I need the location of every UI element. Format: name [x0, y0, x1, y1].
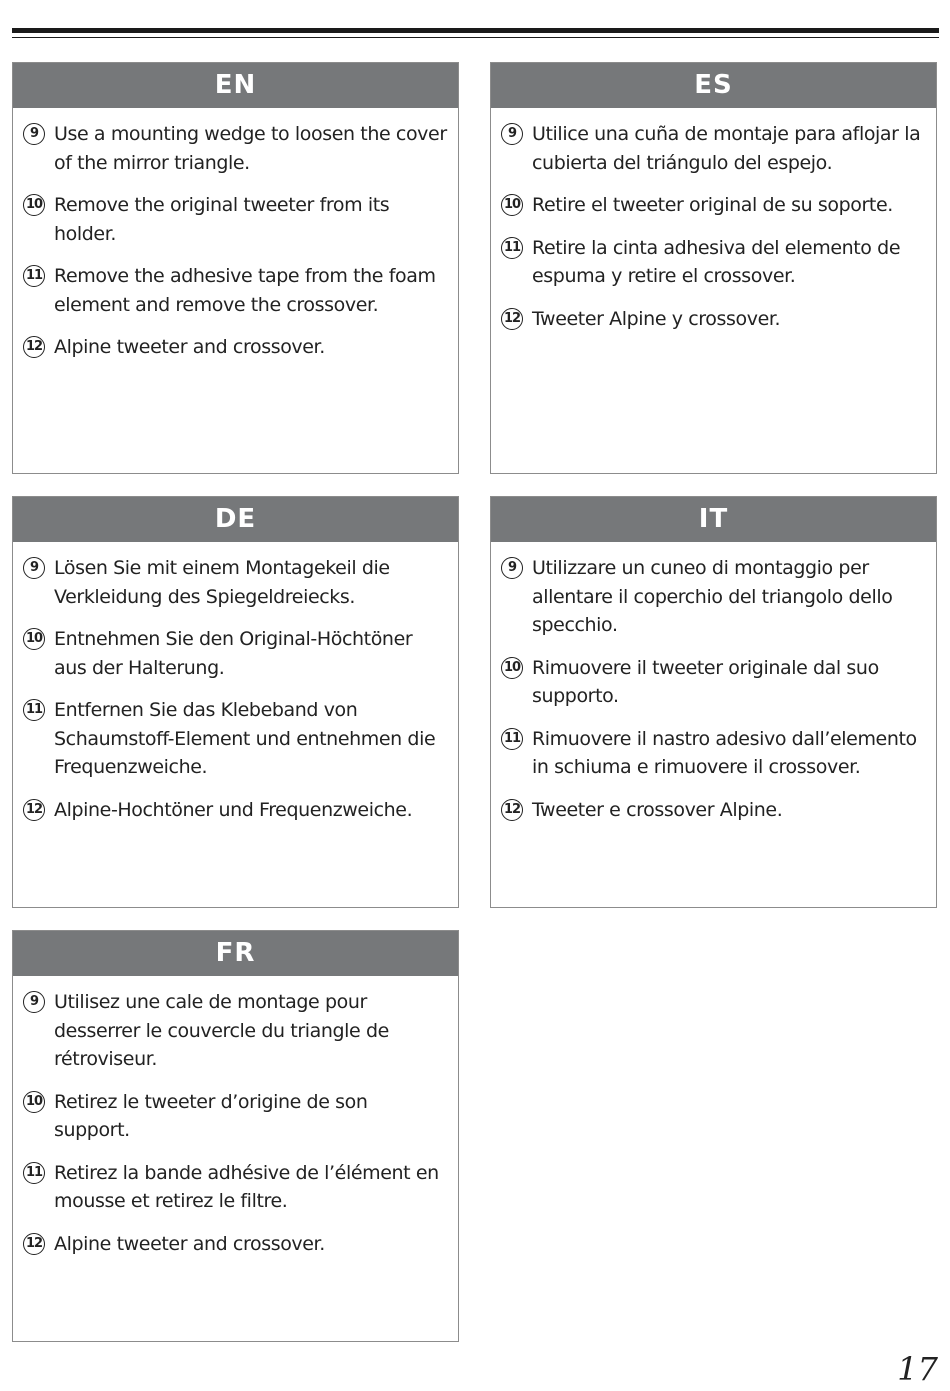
top-rule-thick	[12, 28, 939, 33]
step-12	[501, 796, 926, 825]
step-number-badge: 12	[501, 308, 523, 330]
step-number-badge: 12	[501, 799, 523, 821]
step-number-badge: 12	[23, 336, 45, 358]
section-fr	[12, 930, 459, 1342]
section-de	[12, 496, 459, 908]
step-10	[501, 654, 926, 711]
step-12	[23, 333, 448, 362]
step-11	[23, 262, 448, 319]
step-number-badge: 9	[23, 123, 45, 145]
step-number-badge: 10	[23, 1091, 45, 1113]
top-rule-thin	[12, 37, 939, 38]
step-9	[501, 554, 926, 640]
step-text: Retire el tweeter original de su soporte.	[532, 194, 893, 216]
step-number-badge: 12	[23, 799, 45, 821]
step-text: Retirez la bande adhésive de l’élément en mousse et retirez le filtre.	[54, 1161, 439, 1212]
step-12	[23, 796, 448, 825]
step-text: Alpine tweeter and crossover.	[54, 336, 325, 358]
step-number-badge: 11	[23, 699, 45, 721]
section-de-steps	[13, 542, 458, 824]
step-10	[23, 1088, 448, 1145]
step-9	[23, 988, 448, 1074]
section-en-title: EN	[13, 63, 458, 108]
step-number-badge: 10	[501, 657, 523, 679]
step-10	[23, 191, 448, 248]
step-text: Rimuovere il tweeter originale dal suo supporto.	[532, 656, 879, 707]
step-9	[23, 120, 448, 177]
step-10	[23, 625, 448, 682]
step-text: Utilizzare un cuneo di montaggio per allentare il coperchio del triangolo dello specchio.	[532, 557, 893, 636]
step-11	[501, 725, 926, 782]
section-es	[490, 62, 937, 474]
step-number-badge: 10	[23, 194, 45, 216]
step-number-badge: 9	[23, 991, 45, 1013]
step-text: Remove the original tweeter from its holder.	[54, 194, 390, 245]
step-11	[23, 1159, 448, 1216]
page-number: 17	[897, 1350, 938, 1388]
step-12	[23, 1230, 448, 1259]
step-text: Use a mounting wedge to loosen the cover of the mirror triangle.	[54, 123, 447, 174]
step-text: Tweeter Alpine y crossover.	[532, 307, 781, 330]
step-text: Retirez le tweeter d’origine de son support.	[54, 1090, 368, 1141]
step-text: Rimuovere il nastro adesivo dall’elemento in schiuma e rimuovere il crossover.	[532, 727, 917, 778]
step-number-badge: 9	[501, 123, 523, 145]
step-number-badge: 9	[23, 557, 45, 579]
step-number-badge: 10	[501, 194, 523, 216]
step-text: Entfernen Sie das Klebeband von Schaumstoff-Element und entnehmen die Frequenzweiche.	[54, 699, 436, 778]
step-text: Utilice una cuña de montaje para aflojar la cubierta del triángulo del espejo.	[532, 123, 921, 174]
section-fr-title: FR	[13, 931, 458, 976]
section-es-title: ES	[491, 63, 936, 108]
section-it-title: IT	[491, 497, 936, 542]
step-12	[501, 305, 926, 334]
section-it-steps	[491, 542, 936, 824]
step-text: Utilisez une cale de montage pour desserrer le couvercle du triangle de rétroviseur.	[54, 991, 389, 1070]
step-9	[501, 120, 926, 177]
step-text: Tweeter e crossover Alpine.	[532, 798, 783, 821]
step-text: Alpine-Hochtöner und Frequenzweiche.	[54, 798, 413, 821]
step-text: Lösen Sie mit einem Montagekeil die Verkleidung des Spiegeldreiecks.	[54, 557, 390, 608]
step-number-badge: 12	[23, 1233, 45, 1255]
section-it	[490, 496, 937, 908]
section-en	[12, 62, 459, 474]
step-10	[501, 191, 926, 220]
step-number-badge: 11	[501, 237, 523, 259]
section-de-title: DE	[13, 497, 458, 542]
step-text: Alpine tweeter and crossover.	[54, 1232, 325, 1255]
section-es-steps	[491, 108, 936, 333]
step-text: Remove the adhesive tape from the foam element and remove the crossover.	[54, 265, 436, 316]
section-fr-steps	[13, 976, 458, 1258]
section-en-steps	[13, 108, 458, 362]
step-text: Entnehmen Sie den Original-Höchtöner aus der Halterung.	[54, 628, 413, 679]
step-number-badge: 11	[23, 1162, 45, 1184]
step-number-badge: 9	[501, 557, 523, 579]
step-number-badge: 11	[23, 265, 45, 287]
step-number-badge: 11	[501, 728, 523, 750]
step-number-badge: 10	[23, 628, 45, 650]
step-11	[23, 696, 448, 782]
step-text: Retire la cinta adhesiva del elemento de espuma y retire el crossover.	[532, 236, 901, 287]
step-9	[23, 554, 448, 611]
step-11	[501, 234, 926, 291]
